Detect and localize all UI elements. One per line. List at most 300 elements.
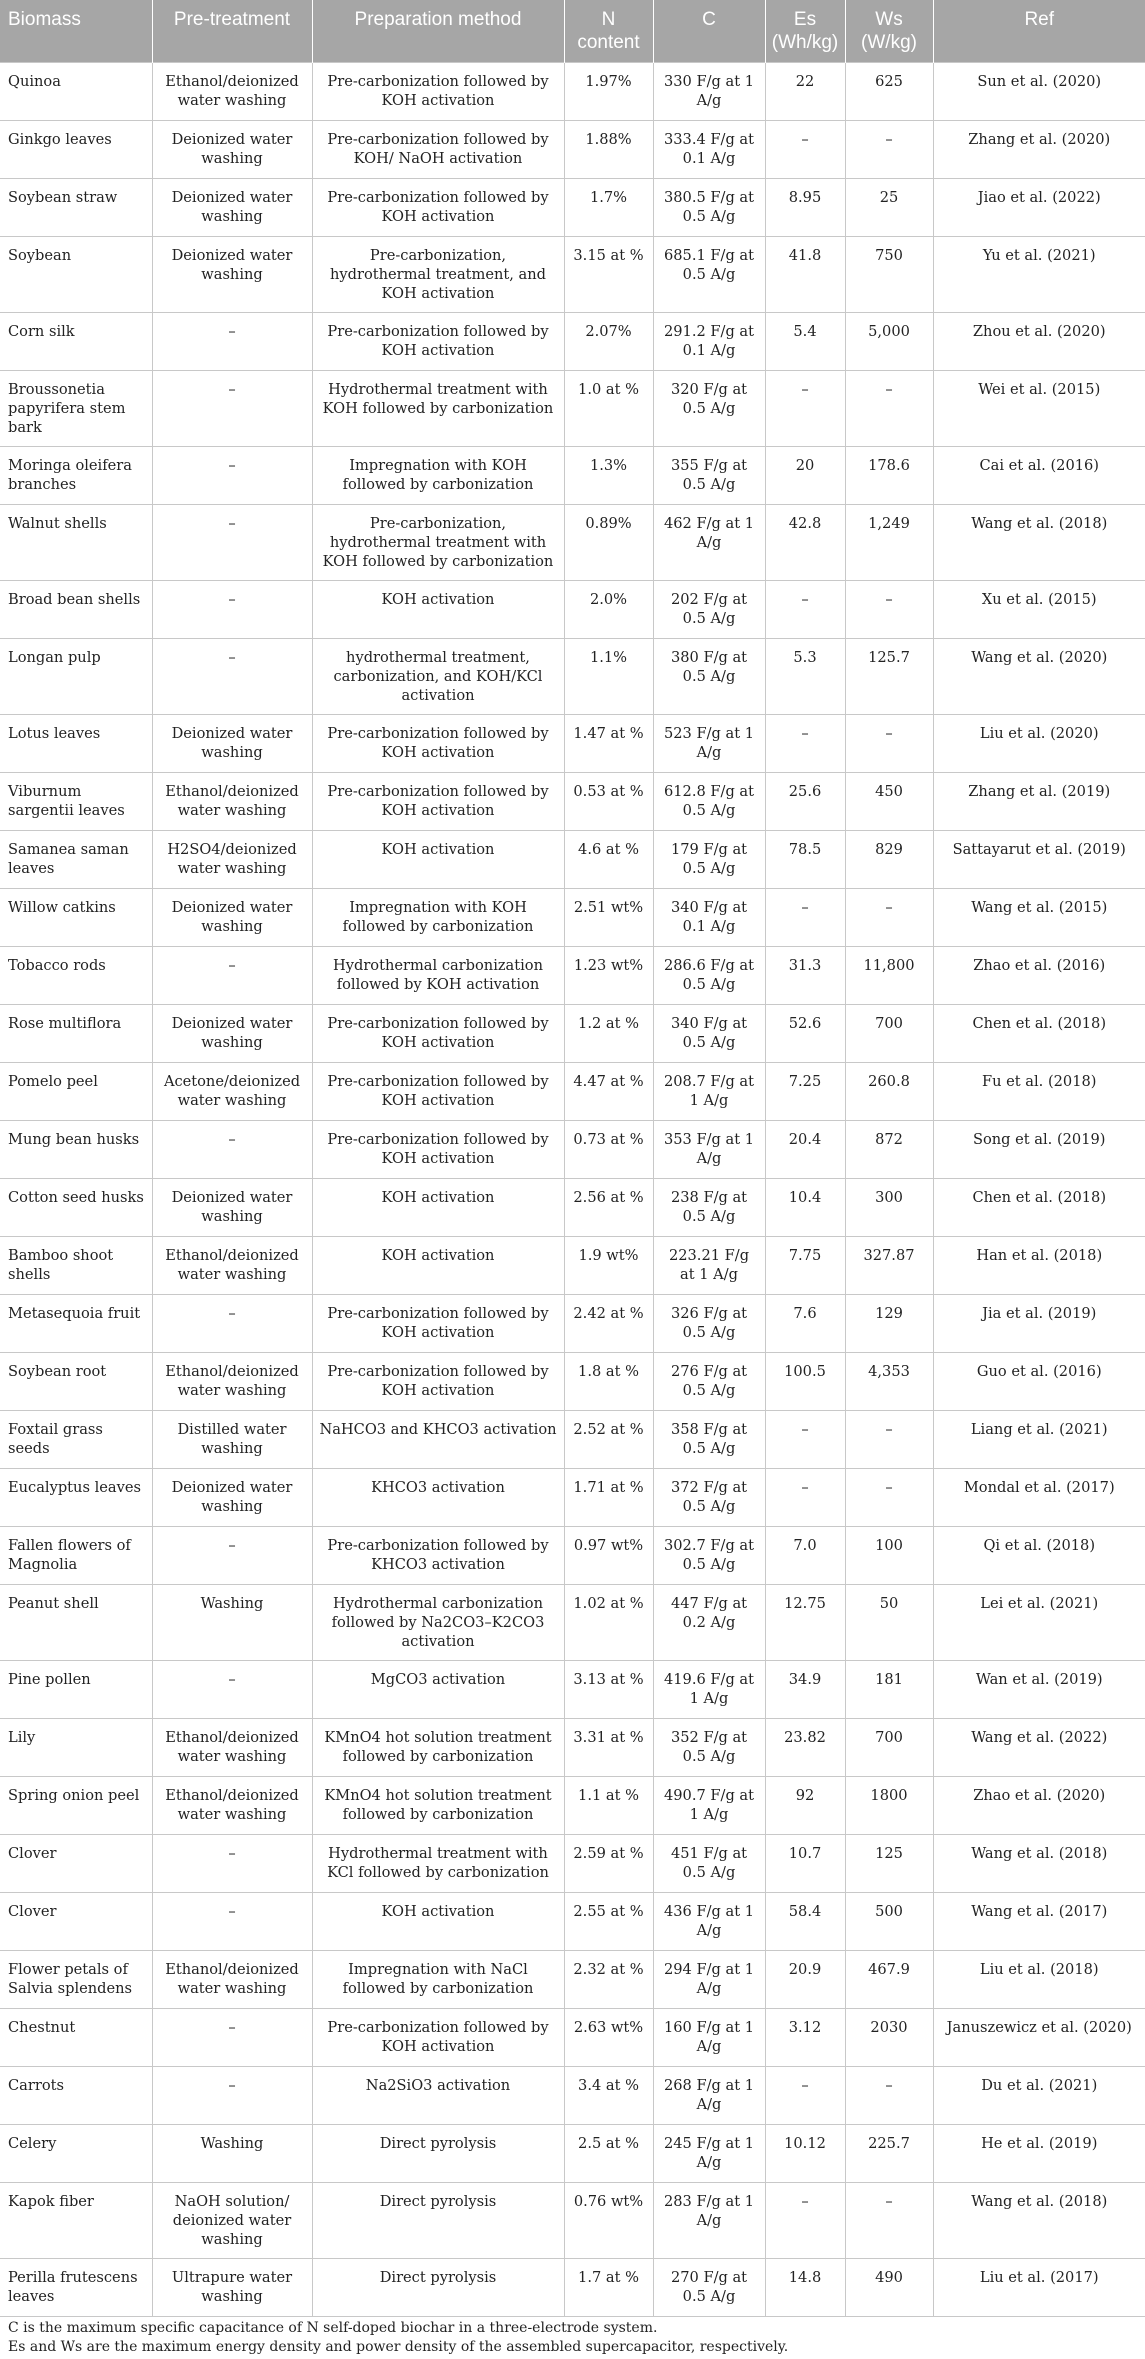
table-row [0, 1777, 1145, 1835]
cell-capacitance: 268 F/g at 1 A/g [653, 2067, 765, 2125]
table-row [0, 715, 1145, 773]
cell-method: Pre-carbonization followed by KOH activation [312, 313, 564, 371]
cell-capacitance: 179 F/g at 0.5 A/g [653, 831, 765, 889]
cell-pretreatment: – [152, 2009, 312, 2067]
cell-ref: He et al. (2019) [933, 2125, 1145, 2183]
cell-power-density: 125 [845, 1835, 933, 1893]
cell-capacitance: 358 F/g at 0.5 A/g [653, 1411, 765, 1469]
cell-energy-density: 12.75 [765, 1585, 845, 1661]
cell-ref: Zhao et al. (2020) [933, 1777, 1145, 1835]
cell-biomass: Viburnum sargentii leaves [0, 773, 152, 831]
cell-biomass: Soybean root [0, 1353, 152, 1411]
table-row [0, 1237, 1145, 1295]
col-ref: Ref [933, 0, 1145, 63]
cell-method: NaHCO3 and KHCO3 activation [312, 1411, 564, 1469]
cell-energy-density: 20 [765, 447, 845, 505]
cell-energy-density: 5.4 [765, 313, 845, 371]
cell-power-density: 5,000 [845, 313, 933, 371]
cell-ref: Lei et al. (2021) [933, 1585, 1145, 1661]
cell-n-content: 2.51 wt% [564, 889, 653, 947]
cell-n-content: 0.97 wt% [564, 1527, 653, 1585]
table-row [0, 2183, 1145, 2259]
cell-power-density: 450 [845, 773, 933, 831]
cell-capacitance: 685.1 F/g at 0.5 A/g [653, 237, 765, 313]
cell-method: Impregnation with KOH followed by carbonization [312, 447, 564, 505]
table-row [0, 1295, 1145, 1353]
cell-method: Pre-carbonization followed by KOH activation [312, 179, 564, 237]
cell-ref: Fu et al. (2018) [933, 1063, 1145, 1121]
cell-energy-density: 10.12 [765, 2125, 845, 2183]
note-capacitance: C is the maximum specific capacitance of N self-doped biochar in a three-electrode system. [8, 2320, 658, 2336]
cell-pretreatment: Distilled water washing [152, 1411, 312, 1469]
cell-ref: Wang et al. (2020) [933, 639, 1145, 715]
col-pretreatment: Pre-treatment [152, 0, 312, 63]
cell-n-content: 1.2 at % [564, 1005, 653, 1063]
cell-method: MgCO3 activation [312, 1661, 564, 1719]
cell-ref: Wang et al. (2017) [933, 1893, 1145, 1951]
cell-power-density: 129 [845, 1295, 933, 1353]
cell-biomass: Broussonetia papyrifera stem bark [0, 371, 152, 447]
header-row [0, 0, 1145, 63]
cell-pretreatment: Washing [152, 2125, 312, 2183]
cell-capacitance: 238 F/g at 0.5 A/g [653, 1179, 765, 1237]
cell-method: KMnO4 hot solution treatment followed by carbonization [312, 1777, 564, 1835]
cell-pretreatment: – [152, 1835, 312, 1893]
cell-ref: Liu et al. (2018) [933, 1951, 1145, 2009]
cell-power-density: 25 [845, 179, 933, 237]
cell-power-density: 625 [845, 63, 933, 121]
cell-capacitance: 340 F/g at 0.5 A/g [653, 1005, 765, 1063]
cell-ref: Jiao et al. (2022) [933, 179, 1145, 237]
cell-method: Hydrothermal treatment with KCl followed by carbonization [312, 1835, 564, 1893]
cell-pretreatment: Ethanol/deionized water washing [152, 1237, 312, 1295]
cell-n-content: 1.47 at % [564, 715, 653, 773]
cell-ref: Liang et al. (2021) [933, 1411, 1145, 1469]
table-row [0, 1527, 1145, 1585]
cell-capacitance: 160 F/g at 1 A/g [653, 2009, 765, 2067]
col-preparation-method: Preparation method [312, 0, 564, 63]
cell-n-content: 1.7% [564, 179, 653, 237]
cell-method: Direct pyrolysis [312, 2259, 564, 2317]
cell-capacitance: 523 F/g at 1 A/g [653, 715, 765, 773]
cell-method: Pre-carbonization followed by KOH activation [312, 1353, 564, 1411]
cell-method: Hydrothermal treatment with KOH followed by carbonization [312, 371, 564, 447]
cell-energy-density: 23.82 [765, 1719, 845, 1777]
cell-power-density: 500 [845, 1893, 933, 1951]
cell-ref: Sattayarut et al. (2019) [933, 831, 1145, 889]
cell-ref: Sun et al. (2020) [933, 63, 1145, 121]
cell-n-content: 3.31 at % [564, 1719, 653, 1777]
table-row [0, 773, 1145, 831]
table-body [0, 63, 1145, 2317]
cell-method: KOH activation [312, 1893, 564, 1951]
table-row [0, 831, 1145, 889]
cell-energy-density: – [765, 121, 845, 179]
cell-pretreatment: – [152, 947, 312, 1005]
cell-method: Na2SiO3 activation [312, 2067, 564, 2125]
cell-n-content: 1.88% [564, 121, 653, 179]
cell-capacitance: 302.7 F/g at 0.5 A/g [653, 1527, 765, 1585]
cell-biomass: Quinoa [0, 63, 152, 121]
table-row [0, 1121, 1145, 1179]
cell-ref: Chen et al. (2018) [933, 1005, 1145, 1063]
cell-capacitance: 270 F/g at 0.5 A/g [653, 2259, 765, 2317]
cell-n-content: 2.56 at % [564, 1179, 653, 1237]
cell-n-content: 4.6 at % [564, 831, 653, 889]
cell-n-content: 1.9 wt% [564, 1237, 653, 1295]
cell-method: KOH activation [312, 1179, 564, 1237]
table-row [0, 2259, 1145, 2317]
cell-n-content: 3.13 at % [564, 1661, 653, 1719]
cell-pretreatment: Deionized water washing [152, 1005, 312, 1063]
cell-energy-density: 31.3 [765, 947, 845, 1005]
cell-n-content: 1.3% [564, 447, 653, 505]
cell-pretreatment: Deionized water washing [152, 179, 312, 237]
cell-power-density: – [845, 1469, 933, 1527]
table-row [0, 237, 1145, 313]
cell-energy-density: 42.8 [765, 505, 845, 581]
table-row [0, 2125, 1145, 2183]
cell-energy-density: 25.6 [765, 773, 845, 831]
cell-biomass: Eucalyptus leaves [0, 1469, 152, 1527]
cell-n-content: 2.59 at % [564, 1835, 653, 1893]
cell-biomass: Moringa oleifera branches [0, 447, 152, 505]
cell-energy-density: 14.8 [765, 2259, 845, 2317]
table-row [0, 639, 1145, 715]
cell-pretreatment: – [152, 1527, 312, 1585]
table-row [0, 1719, 1145, 1777]
cell-method: Pre-carbonization, hydrothermal treatment, and KOH activation [312, 237, 564, 313]
cell-ref: Yu et al. (2021) [933, 237, 1145, 313]
cell-method: Hydrothermal carbonization followed by Na2CO3–K2CO3 activation [312, 1585, 564, 1661]
cell-capacitance: 447 F/g at 0.2 A/g [653, 1585, 765, 1661]
cell-n-content: 2.32 at % [564, 1951, 653, 2009]
cell-biomass: Metasequoia fruit [0, 1295, 152, 1353]
cell-method: Pre-carbonization followed by KOH activation [312, 2009, 564, 2067]
cell-capacitance: 320 F/g at 0.5 A/g [653, 371, 765, 447]
cell-power-density: 829 [845, 831, 933, 889]
cell-capacitance: 340 F/g at 0.1 A/g [653, 889, 765, 947]
cell-ref: Song et al. (2019) [933, 1121, 1145, 1179]
cell-power-density: 225.7 [845, 2125, 933, 2183]
cell-power-density: – [845, 889, 933, 947]
cell-biomass: Clover [0, 1835, 152, 1893]
cell-capacitance: 333.4 F/g at 0.1 A/g [653, 121, 765, 179]
cell-ref: Wang et al. (2015) [933, 889, 1145, 947]
cell-capacitance: 490.7 F/g at 1 A/g [653, 1777, 765, 1835]
table-row [0, 1661, 1145, 1719]
cell-biomass: Pomelo peel [0, 1063, 152, 1121]
cell-biomass: Lotus leaves [0, 715, 152, 773]
cell-pretreatment: H2SO4/deionized water washing [152, 831, 312, 889]
cell-power-density: 1,249 [845, 505, 933, 581]
table-row [0, 1469, 1145, 1527]
cell-method: Pre-carbonization, hydrothermal treatment with KOH followed by carbonization [312, 505, 564, 581]
cell-n-content: 2.63 wt% [564, 2009, 653, 2067]
cell-pretreatment: – [152, 1661, 312, 1719]
cell-ref: Du et al. (2021) [933, 2067, 1145, 2125]
cell-energy-density: – [765, 1469, 845, 1527]
cell-power-density: – [845, 2067, 933, 2125]
cell-pretreatment: – [152, 447, 312, 505]
cell-pretreatment: Ethanol/deionized water washing [152, 1353, 312, 1411]
col-capacitance: C [653, 0, 765, 63]
cell-energy-density: 78.5 [765, 831, 845, 889]
cell-power-density: 700 [845, 1005, 933, 1063]
table-row [0, 371, 1145, 447]
cell-capacitance: 330 F/g at 1 A/g [653, 63, 765, 121]
cell-n-content: 1.23 wt% [564, 947, 653, 1005]
cell-capacitance: 380.5 F/g at 0.5 A/g [653, 179, 765, 237]
cell-power-density: 178.6 [845, 447, 933, 505]
cell-pretreatment: – [152, 1295, 312, 1353]
table-row [0, 2067, 1145, 2125]
cell-method: Impregnation with KOH followed by carbonization [312, 889, 564, 947]
cell-ref: Zhao et al. (2016) [933, 947, 1145, 1005]
cell-ref: Zhang et al. (2020) [933, 121, 1145, 179]
cell-ref: Chen et al. (2018) [933, 1179, 1145, 1237]
col-energy-density: Es (Wh/kg) [765, 0, 845, 63]
cell-pretreatment: – [152, 505, 312, 581]
table-row [0, 505, 1145, 581]
cell-capacitance: 352 F/g at 0.5 A/g [653, 1719, 765, 1777]
cell-n-content: 3.4 at % [564, 2067, 653, 2125]
cell-biomass: Corn silk [0, 313, 152, 371]
cell-power-density: – [845, 581, 933, 639]
cell-n-content: 0.89% [564, 505, 653, 581]
cell-energy-density: 20.4 [765, 1121, 845, 1179]
cell-ref: Mondal et al. (2017) [933, 1469, 1145, 1527]
cell-capacitance: 355 F/g at 0.5 A/g [653, 447, 765, 505]
cell-pretreatment: – [152, 1121, 312, 1179]
cell-capacitance: 294 F/g at 1 A/g [653, 1951, 765, 2009]
cell-biomass: Walnut shells [0, 505, 152, 581]
cell-pretreatment: Washing [152, 1585, 312, 1661]
table-row [0, 447, 1145, 505]
cell-ref: Qi et al. (2018) [933, 1527, 1145, 1585]
cell-capacitance: 208.7 F/g at 1 A/g [653, 1063, 765, 1121]
cell-pretreatment: Ultrapure water washing [152, 2259, 312, 2317]
cell-energy-density: 92 [765, 1777, 845, 1835]
cell-capacitance: 291.2 F/g at 0.1 A/g [653, 313, 765, 371]
cell-n-content: 0.73 at % [564, 1121, 653, 1179]
cell-power-density: – [845, 371, 933, 447]
cell-pretreatment: Ethanol/deionized water washing [152, 1951, 312, 2009]
cell-n-content: 1.02 at % [564, 1585, 653, 1661]
table-row [0, 1951, 1145, 2009]
cell-biomass: Tobacco rods [0, 947, 152, 1005]
cell-biomass: Soybean straw [0, 179, 152, 237]
cell-pretreatment: – [152, 313, 312, 371]
cell-capacitance: 326 F/g at 0.5 A/g [653, 1295, 765, 1353]
cell-energy-density: 58.4 [765, 1893, 845, 1951]
cell-power-density: 872 [845, 1121, 933, 1179]
cell-energy-density: – [765, 715, 845, 773]
table-row [0, 1893, 1145, 1951]
cell-n-content: 3.15 at % [564, 237, 653, 313]
cell-pretreatment: Acetone/deionized water washing [152, 1063, 312, 1121]
cell-ref: Xu et al. (2015) [933, 581, 1145, 639]
cell-power-density: – [845, 1411, 933, 1469]
cell-method: Direct pyrolysis [312, 2183, 564, 2259]
cell-n-content: 1.71 at % [564, 1469, 653, 1527]
cell-power-density: 50 [845, 1585, 933, 1661]
cell-method: Pre-carbonization followed by KOH activation [312, 1295, 564, 1353]
cell-ref: Januszewicz et al. (2020) [933, 2009, 1145, 2067]
cell-ref: Zhou et al. (2020) [933, 313, 1145, 371]
cell-n-content: 4.47 at % [564, 1063, 653, 1121]
cell-energy-density: – [765, 581, 845, 639]
cell-biomass: Peanut shell [0, 1585, 152, 1661]
cell-method: Pre-carbonization followed by KOH activation [312, 773, 564, 831]
cell-biomass: Ginkgo leaves [0, 121, 152, 179]
note-energy-power: Es and Ws are the maximum energy density and power density of the assembled supercapacitor, respectively. [8, 2339, 789, 2355]
cell-ref: Wei et al. (2015) [933, 371, 1145, 447]
cell-capacitance: 451 F/g at 0.5 A/g [653, 1835, 765, 1893]
cell-capacitance: 223.21 F/g at 1 A/g [653, 1237, 765, 1295]
cell-capacitance: 462 F/g at 1 A/g [653, 505, 765, 581]
cell-power-density: 100 [845, 1527, 933, 1585]
table-row [0, 63, 1145, 121]
cell-biomass: Flower petals of Salvia splendens [0, 1951, 152, 2009]
cell-ref: Guo et al. (2016) [933, 1353, 1145, 1411]
cell-power-density: 2030 [845, 2009, 933, 2067]
cell-method: KOH activation [312, 831, 564, 889]
cell-power-density: 700 [845, 1719, 933, 1777]
cell-biomass: Lily [0, 1719, 152, 1777]
cell-capacitance: 419.6 F/g at 1 A/g [653, 1661, 765, 1719]
cell-capacitance: 286.6 F/g at 0.5 A/g [653, 947, 765, 1005]
cell-power-density: – [845, 2183, 933, 2259]
cell-biomass: Fallen flowers of Magnolia [0, 1527, 152, 1585]
col-biomass: Biomass [0, 0, 152, 63]
cell-pretreatment: Deionized water washing [152, 237, 312, 313]
cell-n-content: 1.1% [564, 639, 653, 715]
cell-energy-density: 52.6 [765, 1005, 845, 1063]
table-row [0, 889, 1145, 947]
cell-method: KMnO4 hot solution treatment followed by carbonization [312, 1719, 564, 1777]
cell-power-density: 490 [845, 2259, 933, 2317]
cell-pretreatment: Ethanol/deionized water washing [152, 1719, 312, 1777]
cell-power-density: 125.7 [845, 639, 933, 715]
cell-power-density: 260.8 [845, 1063, 933, 1121]
cell-energy-density: 3.12 [765, 2009, 845, 2067]
cell-n-content: 2.42 at % [564, 1295, 653, 1353]
table-row [0, 947, 1145, 1005]
cell-biomass: Spring onion peel [0, 1777, 152, 1835]
col-n-content: N content [564, 0, 653, 63]
cell-power-density: 4,353 [845, 1353, 933, 1411]
table-notes [0, 2317, 1145, 2359]
cell-ref: Wang et al. (2022) [933, 1719, 1145, 1777]
cell-energy-density: 7.6 [765, 1295, 845, 1353]
cell-capacitance: 372 F/g at 0.5 A/g [653, 1469, 765, 1527]
cell-n-content: 0.76 wt% [564, 2183, 653, 2259]
cell-biomass: Rose multiflora [0, 1005, 152, 1063]
cell-capacitance: 202 F/g at 0.5 A/g [653, 581, 765, 639]
cell-n-content: 1.1 at % [564, 1777, 653, 1835]
cell-power-density: 1800 [845, 1777, 933, 1835]
table-row [0, 581, 1145, 639]
cell-method: Pre-carbonization followed by KOH activation [312, 1121, 564, 1179]
cell-capacitance: 380 F/g at 0.5 A/g [653, 639, 765, 715]
cell-energy-density: 20.9 [765, 1951, 845, 2009]
cell-ref: Zhang et al. (2019) [933, 773, 1145, 831]
table-row [0, 121, 1145, 179]
cell-energy-density: – [765, 889, 845, 947]
cell-power-density: 467.9 [845, 1951, 933, 2009]
cell-energy-density: 5.3 [765, 639, 845, 715]
cell-n-content: 0.53 at % [564, 773, 653, 831]
cell-capacitance: 612.8 F/g at 0.5 A/g [653, 773, 765, 831]
cell-energy-density: 100.5 [765, 1353, 845, 1411]
cell-method: Pre-carbonization followed by KOH activation [312, 63, 564, 121]
table-row [0, 1411, 1145, 1469]
cell-biomass: Soybean [0, 237, 152, 313]
cell-energy-density: 10.7 [765, 1835, 845, 1893]
cell-energy-density: 22 [765, 63, 845, 121]
cell-n-content: 1.0 at % [564, 371, 653, 447]
cell-n-content: 2.0% [564, 581, 653, 639]
cell-pretreatment: Ethanol/deionized water washing [152, 1777, 312, 1835]
cell-biomass: Clover [0, 1893, 152, 1951]
cell-pretreatment: – [152, 639, 312, 715]
table-row [0, 1353, 1145, 1411]
cell-biomass: Bamboo shoot shells [0, 1237, 152, 1295]
cell-pretreatment: – [152, 371, 312, 447]
cell-energy-density: – [765, 2067, 845, 2125]
cell-method: Pre-carbonization followed by KOH activation [312, 1005, 564, 1063]
cell-pretreatment: Deionized water washing [152, 121, 312, 179]
cell-power-density: 750 [845, 237, 933, 313]
cell-method: Hydrothermal carbonization followed by KOH activation [312, 947, 564, 1005]
cell-energy-density: – [765, 371, 845, 447]
cell-pretreatment: – [152, 581, 312, 639]
cell-method: Impregnation with NaCl followed by carbonization [312, 1951, 564, 2009]
cell-pretreatment: Deionized water washing [152, 1469, 312, 1527]
cell-n-content: 1.7 at % [564, 2259, 653, 2317]
cell-biomass: Foxtail grass seeds [0, 1411, 152, 1469]
cell-biomass: Longan pulp [0, 639, 152, 715]
cell-method: hydrothermal treatment, carbonization, and KOH/KCl activation [312, 639, 564, 715]
table-row [0, 1585, 1145, 1661]
cell-biomass: Cotton seed husks [0, 1179, 152, 1237]
cell-n-content: 2.5 at % [564, 2125, 653, 2183]
table-row [0, 1179, 1145, 1237]
cell-pretreatment: – [152, 2067, 312, 2125]
table-row [0, 1063, 1145, 1121]
cell-energy-density: 7.25 [765, 1063, 845, 1121]
cell-biomass: Broad bean shells [0, 581, 152, 639]
table-row [0, 313, 1145, 371]
cell-n-content: 1.8 at % [564, 1353, 653, 1411]
cell-method: Pre-carbonization followed by KHCO3 activation [312, 1527, 564, 1585]
cell-method: Pre-carbonization followed by KOH/ NaOH activation [312, 121, 564, 179]
cell-ref: Liu et al. (2017) [933, 2259, 1145, 2317]
cell-ref: Wang et al. (2018) [933, 1835, 1145, 1893]
cell-power-density: 181 [845, 1661, 933, 1719]
cell-power-density: – [845, 715, 933, 773]
cell-method: Pre-carbonization followed by KOH activation [312, 715, 564, 773]
cell-method: KHCO3 activation [312, 1469, 564, 1527]
cell-biomass: Perilla frutescens leaves [0, 2259, 152, 2317]
cell-pretreatment: NaOH solution/ deionized water washing [152, 2183, 312, 2259]
cell-energy-density: – [765, 1411, 845, 1469]
table-row [0, 1835, 1145, 1893]
cell-biomass: Pine pollen [0, 1661, 152, 1719]
cell-energy-density: 10.4 [765, 1179, 845, 1237]
cell-biomass: Mung bean husks [0, 1121, 152, 1179]
